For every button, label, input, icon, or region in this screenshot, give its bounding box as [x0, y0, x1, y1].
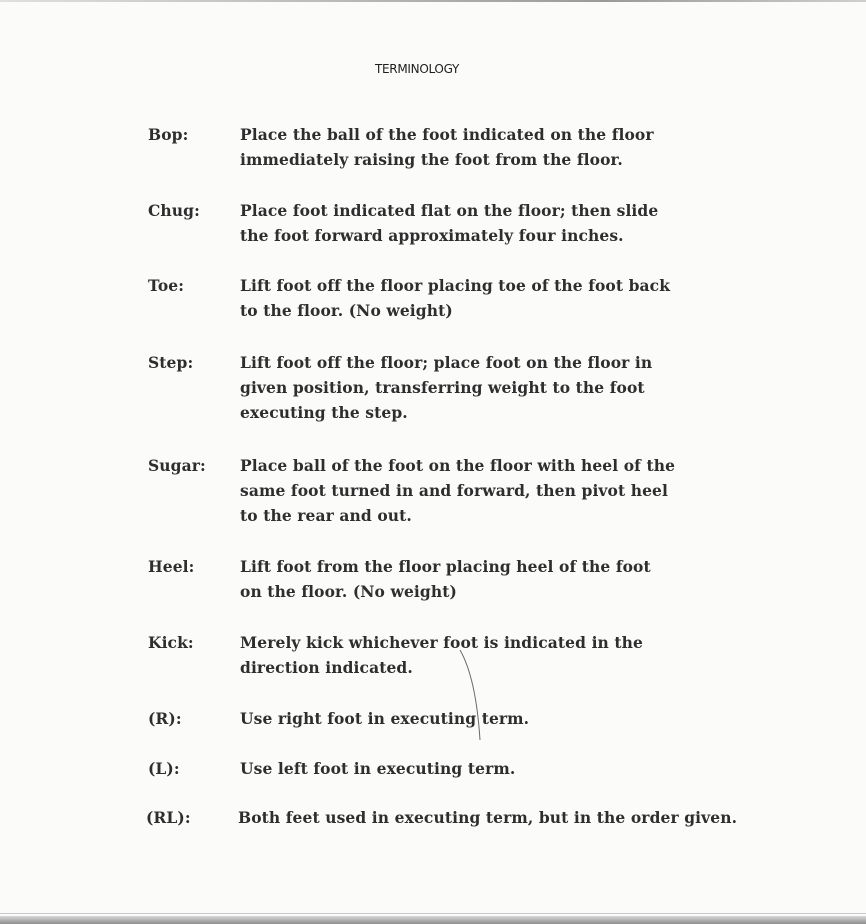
definition-line: Place ball of the foot on the floor with heel of the: [240, 456, 676, 475]
term-definition: [240, 630, 860, 680]
definition-line: Lift foot from the floor placing heel of the foot: [240, 557, 651, 576]
term-definition: [240, 122, 860, 172]
term-definition: [238, 805, 858, 830]
term-definition: [240, 756, 860, 781]
definition-line: Merely kick whichever foot is indicated in the: [240, 633, 644, 652]
definition-line: Both feet used in executing term, but in the order given.: [238, 808, 738, 827]
term-label: Kick:: [148, 633, 194, 652]
page-title: TERMINOLOGY: [375, 62, 459, 76]
definition-line: Place foot indicated flat on the floor; then slide: [240, 201, 659, 220]
page-bottom-edge: [0, 916, 866, 924]
term-label: Bop:: [148, 125, 189, 144]
stray-pen-mark: [458, 648, 484, 743]
definition-line: immediately raising the foot from the floor.: [240, 150, 623, 169]
definition-line: to the rear and out.: [240, 506, 412, 525]
term-label: (RL):: [146, 808, 191, 827]
definition-line: same foot turned in and forward, then pivot heel: [240, 481, 669, 500]
term-definition: [240, 554, 860, 604]
definition-line: on the floor. (No weight): [240, 582, 457, 601]
page-top-edge: [0, 0, 866, 2]
page-bottom-line: [0, 913, 866, 914]
definition-line: direction indicated.: [240, 658, 413, 677]
definition-line: to the floor. (No weight): [240, 301, 453, 320]
definition-line: Use left foot in executing term.: [240, 759, 516, 778]
definition-line: Lift foot off the floor; place foot on the floor in: [240, 353, 653, 372]
term-label: Sugar:: [148, 456, 206, 475]
definition-line: Use right foot in executing term.: [240, 709, 530, 728]
term-label: Chug:: [148, 201, 200, 220]
term-label: Toe:: [148, 276, 185, 295]
definition-line: Lift foot off the floor placing toe of the foot back: [240, 276, 671, 295]
term-definition: [240, 198, 860, 248]
definition-line: Place the ball of the foot indicated on the floor: [240, 125, 654, 144]
term-label: (L):: [148, 759, 180, 778]
term-definition: [240, 350, 860, 425]
definition-line: the foot forward approximately four inches.: [240, 226, 624, 245]
term-definition: [240, 706, 860, 731]
term-label: (R):: [148, 709, 182, 728]
term-label: Heel:: [148, 557, 195, 576]
definition-line: given position, transferring weight to the foot: [240, 378, 645, 397]
definition-line: executing the step.: [240, 403, 408, 422]
term-definition: [240, 273, 860, 323]
term-definition: [240, 453, 860, 528]
term-label: Step:: [148, 353, 194, 372]
